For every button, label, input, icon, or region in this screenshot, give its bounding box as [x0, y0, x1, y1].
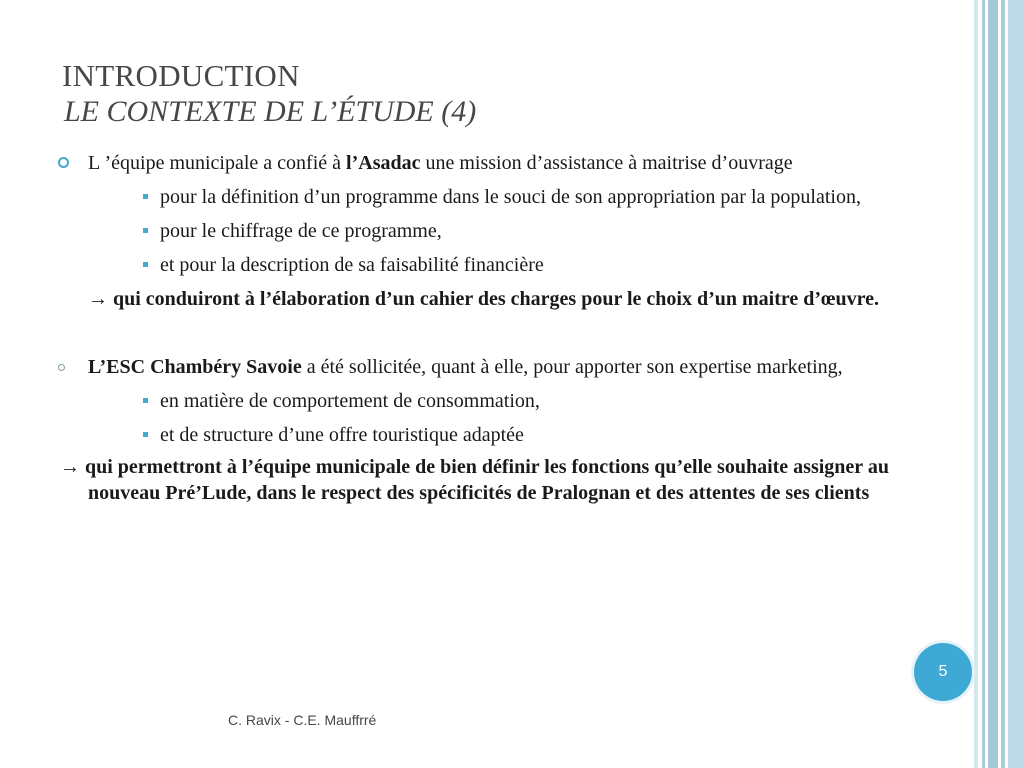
page-number-badge: 5: [914, 643, 972, 701]
sub-bullet: [58, 388, 908, 414]
square-bullet-icon: [143, 398, 148, 403]
square-bullet-icon: [143, 262, 148, 267]
conclusion-text: qui permettront à l’équipe municipale de bien définir les fonctions qu’elle souhaite assigner au nouveau Pré’Lude, dans le respect des spécificités de Pralognan et des attentes de ses clients: [80, 456, 889, 504]
bullet-text: une mission d’assistance à maitrise d’ouvrage: [420, 152, 793, 174]
conclusion-1: [58, 286, 908, 312]
title-line-2: LE CONTEXTE DE L’ÉTUDE (4): [64, 95, 477, 128]
circle-bullet-icon: [58, 364, 65, 371]
sub-bullet-text: et pour la description de sa faisabilité financière: [160, 254, 544, 276]
slide-content: [58, 150, 908, 506]
decorative-bar: [988, 0, 998, 768]
bullet-text: L ’équipe municipale a confié à: [88, 152, 347, 174]
sub-bullet-text: en matière de comportement de consommation,: [160, 390, 540, 412]
title-line-1: INTRODUCTION: [62, 58, 300, 93]
footer-authors: C. Ravix - C.E. Mauffrré: [228, 712, 377, 728]
decorative-bar: [974, 0, 978, 768]
square-bullet-icon: [143, 194, 148, 199]
conclusion-2: [58, 454, 908, 506]
circle-bullet-icon: [58, 157, 69, 168]
decorative-bar: [982, 0, 985, 768]
sub-bullet: [58, 252, 908, 278]
square-bullet-icon: [143, 228, 148, 233]
sub-bullet: [58, 218, 908, 244]
conclusion-text: qui conduiront à l’élaboration d’un cahier des charges pour le choix d’un maitre d’œuvre.: [108, 288, 879, 310]
arrow-right-icon: →: [88, 288, 108, 310]
bullet-text-bold: l’Asadac: [346, 152, 421, 174]
decorative-bar: [1001, 0, 1005, 768]
bullet-text-bold: L’ESC Chambéry Savoie: [88, 356, 302, 378]
sub-bullet-text: pour la définition d’un programme dans le souci de son appropriation par la population,: [160, 186, 861, 208]
sub-bullet-text: et de structure d’une offre touristique adaptée: [160, 424, 524, 446]
decorative-bar: [1008, 0, 1024, 768]
sub-bullet: [58, 184, 908, 210]
slide-title: [62, 58, 476, 130]
sub-bullet-text: pour le chiffrage de ce programme,: [160, 220, 442, 242]
bullet-asadac: [58, 150, 908, 176]
square-bullet-icon: [143, 432, 148, 437]
sub-bullet: [58, 422, 908, 448]
bullet-text: a été sollicitée, quant à elle, pour apporter son expertise marketing,: [301, 356, 843, 378]
arrow-right-icon: →: [60, 456, 80, 478]
bullet-esc: [58, 354, 908, 380]
